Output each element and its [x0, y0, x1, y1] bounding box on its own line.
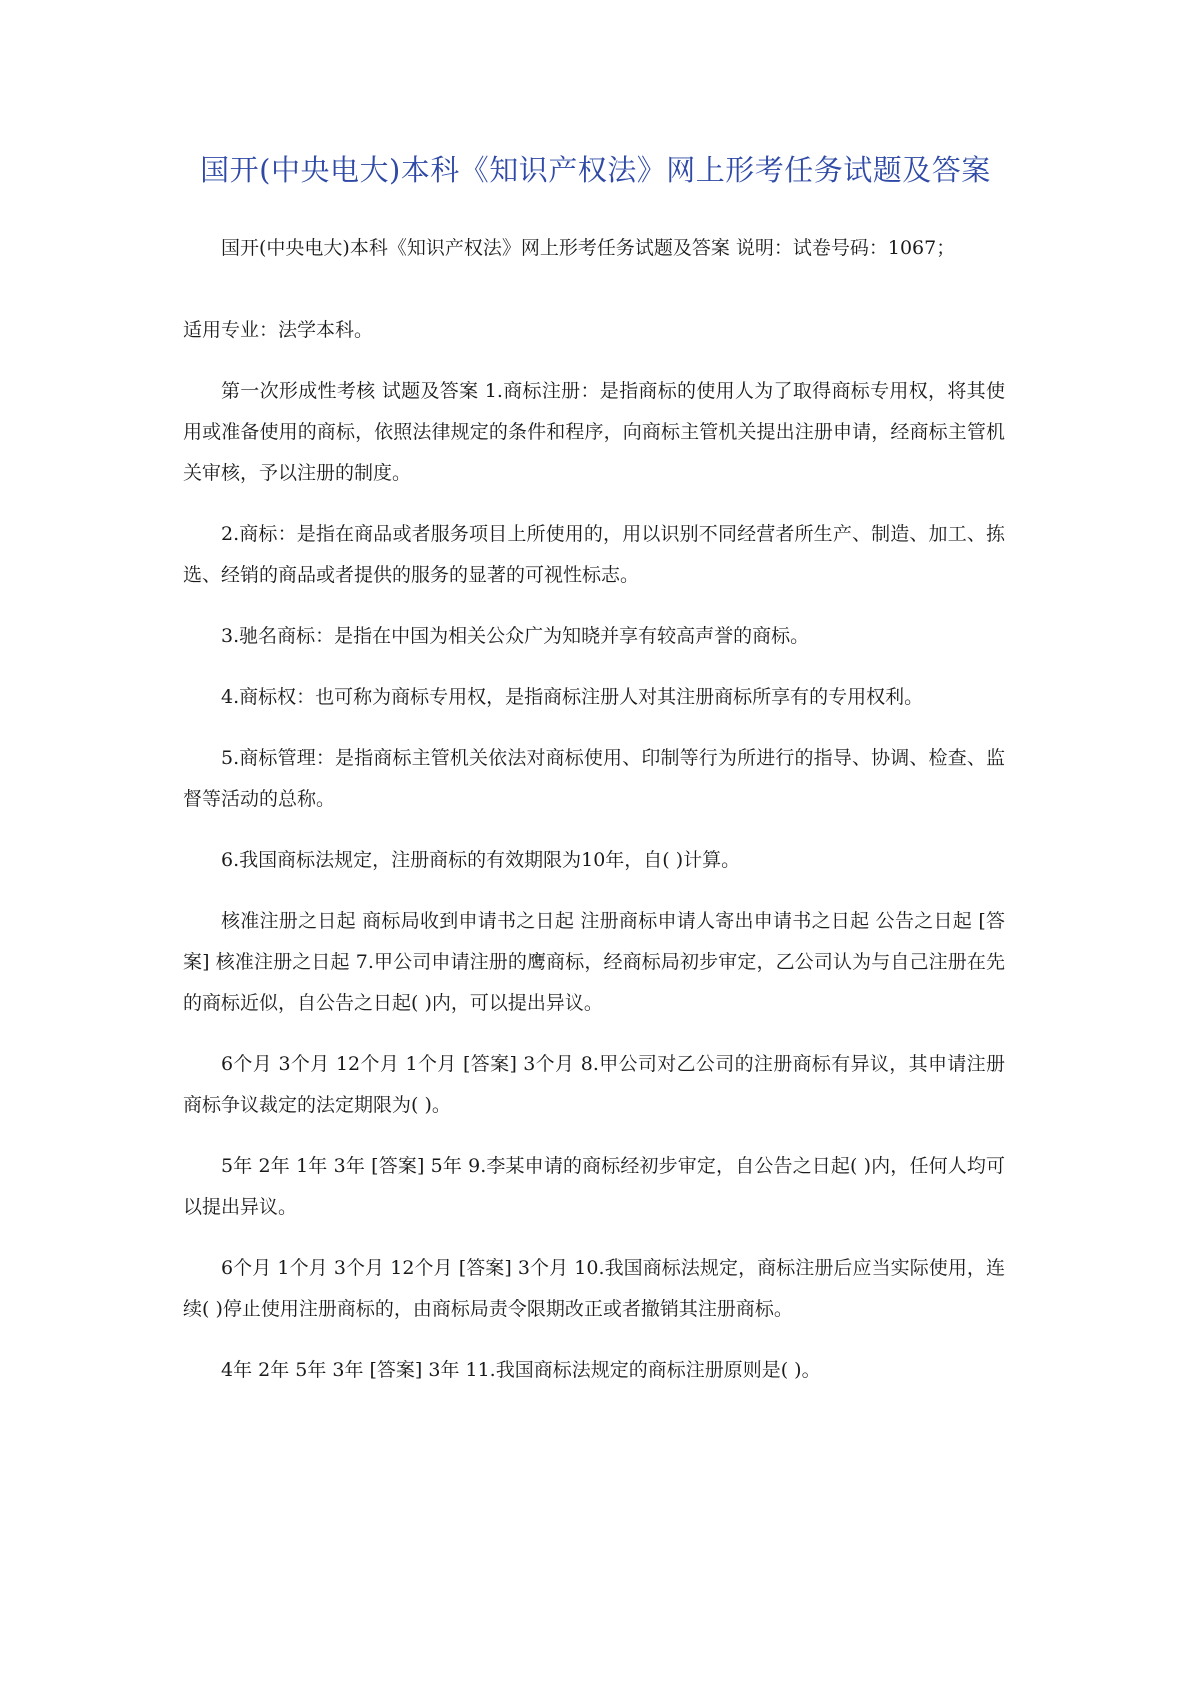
intro-paragraph: 国开(中央电大)本科《知识产权法》网上形考任务试题及答案 说明：试卷号码：1067； [221, 237, 956, 259]
document-title: 国开(中央电大)本科《知识产权法》网上形考任务试题及答案 [200, 153, 991, 187]
answer-paragraph-8: 5年 2年 1年 3年 [答案] 5年 9.李某申请的商标经初步审定，自公告之日起( )内，任何人均可以提出异议。 [183, 1155, 1005, 1218]
answer-paragraph-10: 4年 2年 5年 3年 [答案] 3年 11.我国商标法规定的商标注册原则是( )。 [221, 1359, 821, 1381]
question-paragraph-6: 6.我国商标法规定，注册商标的有效期限为10年，自( )计算。 [221, 849, 741, 871]
answer-paragraph-6: 核准注册之日起 商标局收到申请书之日起 注册商标申请人寄出申请书之日起 公告之日起 [答案] 核准注册之日起 7.甲公司申请注册的鹰商标，经商标局初步审定，乙公司认为与自己注册在先的商标近似，自公告之日起( )内，可以提出异议。 [183, 910, 1005, 1014]
question-paragraph-2: 2.商标：是指在商品或者服务项目上所使用的，用以识别不同经营者所生产、制造、加工、拣选、经销的商品或者提供的服务的显著的可视性标志。 [183, 523, 1005, 586]
major-paragraph: 适用专业：法学本科。 [183, 319, 374, 341]
question-paragraph-5: 5.商标管理：是指商标主管机关依法对商标使用、印制等行为所进行的指导、协调、检查、监督等活动的总称。 [183, 747, 1005, 810]
document-body [183, 228, 1005, 1411]
question-paragraph-3: 3.驰名商标：是指在中国为相关公众广为知晓并享有较高声誉的商标。 [221, 625, 810, 647]
question-paragraph-4: 4.商标权：也可称为商标专用权，是指商标注册人对其注册商标所享有的专用权利。 [221, 686, 924, 708]
answer-paragraph-9: 6个月 1个月 3个月 12个月 [答案] 3个月 10.我国商标法规定，商标注册后应当实际使用，连续( )停止使用注册商标的，由商标局责令限期改正或者撤销其注册商标。 [183, 1257, 1005, 1320]
question-paragraph-1: 第一次形成性考核 试题及答案 1.商标注册：是指商标的使用人为了取得商标专用权，将其使用或准备使用的商标，依照法律规定的条件和程序，向商标主管机关提出注册申请，经商标主管机关审核，予以注册的制度。 [183, 380, 1005, 484]
answer-paragraph-7: 6个月 3个月 12个月 1个月 [答案] 3个月 8.甲公司对乙公司的注册商标有异议，其申请注册商标争议裁定的法定期限为( )。 [183, 1053, 1005, 1116]
